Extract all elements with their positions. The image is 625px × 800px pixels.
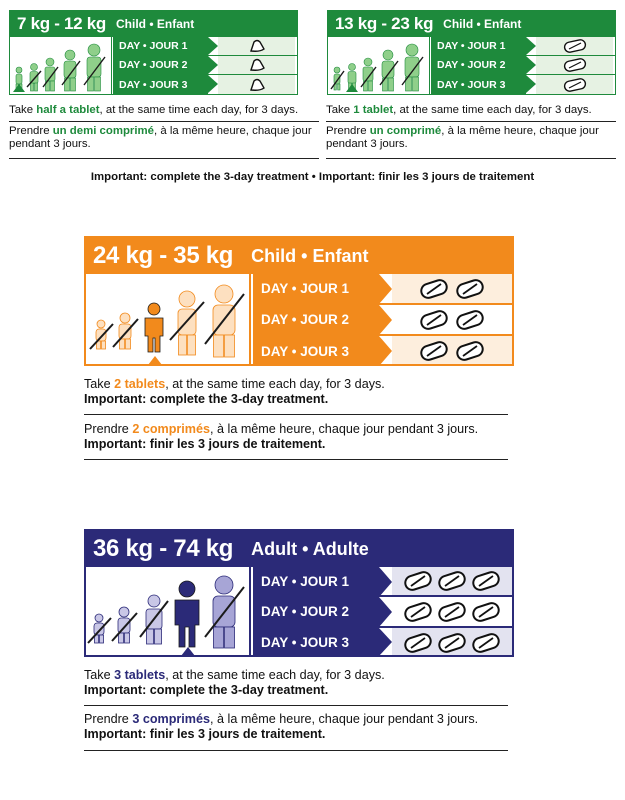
tablet-icon: [563, 78, 587, 92]
day-label: DAY • JOUR 2: [431, 56, 526, 74]
tablet-icon: [403, 571, 433, 591]
age-group: Child • Enfant: [251, 245, 369, 266]
divider: [9, 158, 319, 159]
dose-cell: [536, 37, 613, 55]
people-figures-graphic: [86, 274, 251, 364]
instruction-en-important: Important: complete the 3-day treatment.: [84, 391, 329, 406]
child-figure-icon: [119, 313, 131, 349]
day-label: DAY • JOUR 3: [431, 75, 526, 94]
instruction-en-line: Take 2 tablets, at the same time each day, for 3 days.: [84, 377, 385, 391]
tablet-icon: [403, 633, 433, 653]
divider: [326, 158, 616, 159]
tablet-icon: [455, 310, 485, 330]
current-weight-marker-icon: [148, 356, 162, 365]
youth-figure-icon: [382, 50, 394, 91]
day-label: DAY • JOUR 3: [113, 75, 208, 94]
day-row: [253, 336, 512, 366]
instruction-fr: Prendre un comprimé, à la même heure, chaque jour pendant 3 jours.: [326, 125, 599, 151]
dose-cell: [392, 336, 512, 366]
weight-range: 36 kg - 74 kg: [93, 535, 234, 562]
people-figures-graphic: [10, 37, 112, 94]
current-weight-marker-icon: [181, 647, 195, 656]
child-figure-icon: [118, 607, 130, 643]
instruction-en: [84, 377, 514, 407]
divider: [84, 750, 508, 751]
child-figure-icon: [363, 58, 373, 91]
tablet-icon: [471, 602, 501, 622]
day-label: DAY • JOUR 1: [253, 567, 379, 595]
day-label: DAY • JOUR 2: [253, 597, 379, 626]
tablet-icon: [471, 633, 501, 653]
tablet-icon: [437, 633, 467, 653]
divider: [84, 705, 508, 706]
day-label: DAY • JOUR 1: [431, 37, 526, 55]
tablet-icon: [563, 58, 587, 72]
tablet-icon: [455, 341, 485, 361]
people-figures: [86, 567, 251, 655]
day-row: [253, 628, 512, 657]
half-tablet-icon: [248, 39, 266, 53]
tablet-icon: [419, 310, 449, 330]
day-row: [113, 75, 297, 94]
dose-cell: [218, 56, 295, 74]
youth-figure-icon: [178, 291, 196, 355]
people-figures: [86, 274, 251, 364]
age-group: Child • Enfant: [443, 17, 522, 31]
day-row: [113, 56, 297, 75]
day-row: [253, 274, 512, 305]
divider: [326, 121, 616, 122]
instruction-en-line: Take 3 tablets, at the same time each day, for 3 days.: [84, 668, 385, 682]
adult-figure-icon: [87, 44, 101, 91]
day-row: [253, 597, 512, 628]
half-tablet-icon: [248, 78, 266, 92]
instruction-en-important: Important: complete the 3-day treatment.: [84, 682, 329, 697]
current-child-figure-icon: [145, 303, 163, 352]
divider: [9, 121, 319, 122]
day-label: DAY • JOUR 3: [253, 336, 379, 366]
day-row: [431, 37, 615, 56]
adult-figure-icon: [405, 44, 419, 91]
day-row: [113, 37, 297, 56]
dose-cell: [392, 597, 512, 626]
child-figure-icon: [45, 58, 55, 91]
dose-cell: [392, 305, 512, 334]
dose-cell: [536, 75, 613, 94]
dosage-box: [84, 236, 514, 366]
tablet-icon: [419, 341, 449, 361]
current-adult-figure-icon: [175, 581, 199, 647]
instruction-en: Take half a tablet, at the same time each day, for 3 days.: [9, 104, 299, 116]
dosage-box: [9, 10, 298, 95]
panel-header: [86, 531, 512, 567]
people-figures-graphic: [86, 567, 251, 655]
youth-figure-icon: [64, 50, 76, 91]
panel-header: [86, 238, 512, 274]
instruction-fr: [84, 712, 514, 742]
people-figures-graphic: [328, 37, 430, 94]
dose-cell: [536, 56, 613, 74]
day-label: DAY • JOUR 2: [113, 56, 208, 74]
day-label: DAY • JOUR 2: [253, 305, 379, 334]
people-figures: [10, 37, 112, 94]
tablet-icon: [419, 279, 449, 299]
dose-cell: [218, 37, 295, 55]
day-row: [253, 305, 512, 336]
tablet-icon: [563, 39, 587, 53]
dose-cell: [392, 567, 512, 595]
day-row: [431, 56, 615, 75]
age-group: Adult • Adulte: [251, 538, 369, 559]
important-banner: Important: complete the 3-day treatment • Important: finir les 3 jours de traitement: [90, 171, 535, 183]
weight-range: 24 kg - 35 kg: [93, 242, 234, 269]
dose-cell: [392, 628, 512, 657]
instruction-fr-line: Prendre 2 comprimés, à la même heure, chaque jour pendant 3 jours.: [84, 422, 479, 436]
tablet-icon: [437, 602, 467, 622]
current-weight-marker-icon: [346, 84, 358, 92]
tablet-icon: [403, 602, 433, 622]
instruction-en: [84, 668, 514, 698]
instruction-fr-line: Prendre 3 comprimés, à la même heure, chaque jour pendant 3 jours.: [84, 712, 479, 726]
panel-header: [328, 11, 615, 37]
half-tablet-icon: [248, 58, 266, 72]
instruction-fr-important: Important: finir les 3 jours de traitement.: [84, 436, 326, 451]
divider: [84, 414, 508, 415]
weight-range: 7 kg - 12 kg: [17, 14, 106, 33]
current-weight-marker-icon: [13, 84, 25, 92]
figure-icons: [96, 285, 235, 357]
day-row: [253, 567, 512, 597]
instruction-fr-important: Important: finir les 3 jours de traitement.: [84, 726, 326, 741]
day-label: DAY • JOUR 1: [253, 274, 379, 303]
child-figure-icon: [30, 64, 38, 92]
instruction-fr: Prendre un demi comprimé, à la même heure, chaque jour pendant 3 jours.: [9, 125, 312, 151]
weight-range: 13 kg - 23 kg: [335, 14, 434, 33]
age-group: Child • Enfant: [116, 17, 195, 31]
dose-cell: [392, 274, 512, 303]
tablet-icon: [437, 571, 467, 591]
divider: [84, 459, 508, 460]
panel-header: [10, 11, 297, 37]
tablet-icon: [471, 571, 501, 591]
instruction-en: Take 1 tablet, at the same time each day, for 3 days.: [326, 104, 592, 116]
dose-cell: [218, 75, 295, 94]
dosage-box: [84, 529, 514, 657]
dosage-box: [327, 10, 616, 95]
tablet-icon: [455, 279, 485, 299]
people-figures: [328, 37, 430, 94]
instruction-fr: [84, 422, 514, 452]
day-label: DAY • JOUR 1: [113, 37, 208, 55]
day-label: DAY • JOUR 3: [253, 628, 379, 657]
day-row: [431, 75, 615, 94]
